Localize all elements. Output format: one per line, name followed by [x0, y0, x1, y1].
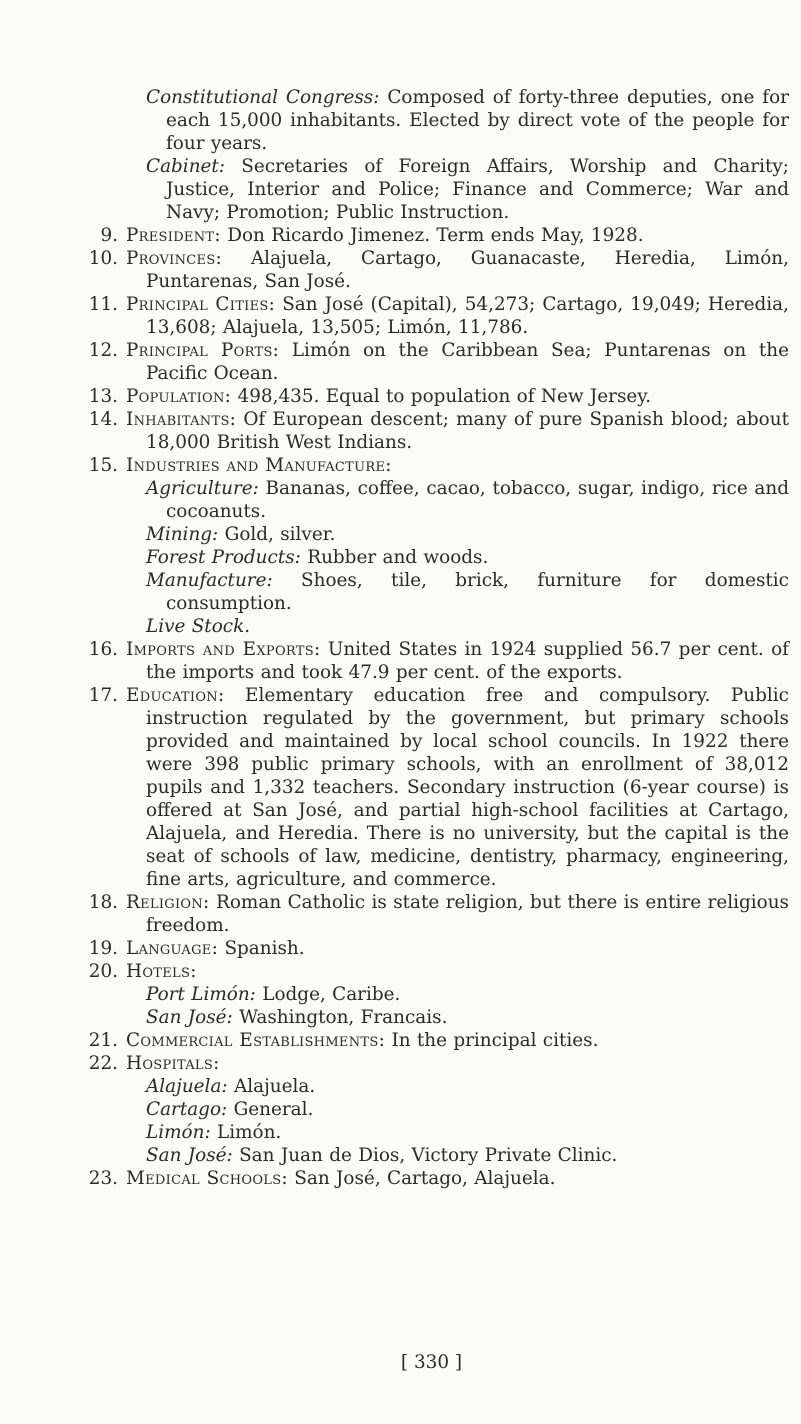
cabinet-label: Cabinet: — [146, 156, 226, 177]
hospital-cartago — [0, 1098, 801, 1121]
sub-label: Port Limón: — [146, 984, 256, 1005]
sub-text: Shoes, tile, brick, furniture for domestic consumption. — [166, 570, 789, 614]
item-principal-ports — [0, 339, 801, 385]
item-president — [0, 224, 801, 247]
item-number: 12. — [88, 340, 118, 361]
item-heading: President: — [126, 225, 221, 246]
item-text: 498,435. Equal to population of New Jersey. — [237, 386, 652, 407]
item-text: Alajuela, Cartago, Guanacaste, Heredia, Limón, Puntarenas, San José. — [146, 248, 789, 292]
item-number: 9. — [100, 225, 118, 246]
item-text: San José (Capital), 54,273; Cartago, 19,049; Heredia, 13,608; Alajuela, 13,505; Limón, 11,786. — [146, 294, 789, 338]
item-language — [0, 937, 801, 960]
item-number: 22. — [88, 1053, 118, 1074]
item-provinces — [0, 247, 801, 293]
sub-label: Manufacture: — [146, 570, 273, 591]
sub-text: Limón. — [217, 1122, 282, 1143]
sub-label: Mining: — [146, 524, 219, 545]
cabinet-paragraph — [0, 155, 801, 224]
item-number: 15. — [88, 455, 118, 476]
item-number: 17. — [88, 685, 118, 706]
item-heading: Commercial Establishments: — [126, 1030, 386, 1051]
sub-label: Alajuela: — [146, 1076, 228, 1097]
item-number: 16. — [88, 639, 118, 660]
sub-text: Rubber and woods. — [307, 547, 489, 568]
sub-text: Alajuela. — [233, 1076, 316, 1097]
cabinet-text: Secretaries of Foreign Affairs, Worship and Charity; Justice, Interior and Police; Finance and Commerce; War and Navy; Promotion; Public Instruction. — [166, 156, 789, 223]
item-heading: Population: — [126, 386, 232, 407]
item-number: 21. — [88, 1030, 118, 1051]
item-medical-schools — [0, 1167, 801, 1190]
item-heading: Provinces: — [126, 248, 223, 269]
hospital-san-jose — [0, 1144, 801, 1167]
sub-text: Lodge, Caribe. — [262, 984, 401, 1005]
sub-text: General. — [233, 1099, 314, 1120]
sub-text: Gold, silver. — [224, 524, 336, 545]
sub-text: San Juan de Dios, Victory Private Clinic. — [239, 1145, 618, 1166]
industry-manufacture — [0, 569, 801, 615]
hotel-port-limon — [0, 983, 801, 1006]
item-population — [0, 385, 801, 408]
item-hospitals — [0, 1052, 801, 1075]
sub-label: Limón: — [146, 1122, 211, 1143]
item-text: Elementary education free and compulsory. Public instruction regulated by the government, but primary schools provided and maintained by local school councils. In 1922 there were 398 public primary schools, with an enrollment of 38,012 pupils and 1,332 teachers. Secondary instruction (6-year course) is offered at San José, and partial high-school facilities at Cartago, Alajuela, and Heredia. There is no university, but the capital is the seat of schools of law, medicine, dentistry, pharmacy, engineering, fine arts, agriculture, and commerce. — [146, 685, 789, 890]
item-number: 14. — [88, 409, 118, 430]
sub-label: Live Stock. — [146, 616, 251, 637]
item-text: Spanish. — [224, 938, 305, 959]
item-heading: Religion: — [126, 892, 210, 913]
congress-paragraph — [0, 86, 801, 155]
item-education — [0, 684, 801, 891]
sub-label: San José: — [146, 1145, 233, 1166]
hospital-limon — [0, 1121, 801, 1144]
industry-agriculture — [0, 477, 801, 523]
item-text: Limón on the Caribbean Sea; Puntarenas on the Pacific Ocean. — [146, 340, 789, 384]
industry-mining — [0, 523, 801, 546]
item-text: United States in 1924 supplied 56.7 per cent. of the imports and took 47.9 per cent. of the exports. — [146, 639, 789, 683]
item-number: 10. — [88, 248, 118, 269]
item-number: 13. — [88, 386, 118, 407]
item-principal-cities — [0, 293, 801, 339]
item-heading: Hotels: — [126, 961, 197, 982]
industry-forest-products — [0, 546, 801, 569]
page-body — [0, 86, 801, 1190]
item-imports-exports — [0, 638, 801, 684]
item-text: Of European descent; many of pure Spanish blood; about 18,000 British West Indians. — [146, 409, 789, 453]
item-inhabitants — [0, 408, 801, 454]
hospital-alajuela — [0, 1075, 801, 1098]
item-text: In the principal cities. — [391, 1030, 599, 1051]
sub-text: Washington, Francais. — [239, 1007, 448, 1028]
item-heading: Principal Ports: — [126, 340, 280, 361]
item-heading: Principal Cities: — [126, 294, 276, 315]
item-number: 18. — [88, 892, 118, 913]
sub-label: Cartago: — [146, 1099, 228, 1120]
item-heading: Hospitals: — [126, 1053, 220, 1074]
item-industries — [0, 454, 801, 477]
item-hotels — [0, 960, 801, 983]
item-number: 11. — [88, 294, 118, 315]
industry-live-stock — [0, 615, 801, 638]
sub-label: Forest Products: — [146, 547, 301, 568]
item-number: 23. — [88, 1168, 118, 1189]
congress-text: Composed of forty-three deputies, one for each 15,000 inhabitants. Elected by direct vote of the people for four years. — [166, 87, 789, 154]
item-heading: Language: — [126, 938, 219, 959]
item-religion — [0, 891, 801, 937]
congress-label: Constitutional Congress: — [146, 87, 380, 108]
item-heading: Inhabitants: — [126, 409, 237, 430]
item-text: Roman Catholic is state religion, but there is entire religious freedom. — [146, 892, 789, 936]
item-heading: Medical Schools: — [126, 1168, 288, 1189]
page-number: [ 330 ] — [400, 1352, 463, 1373]
page-footer — [0, 1352, 801, 1373]
sub-label: San José: — [146, 1007, 233, 1028]
item-heading: Education: — [126, 685, 225, 706]
item-number: 20. — [88, 961, 118, 982]
item-commercial-establishments — [0, 1029, 801, 1052]
item-text: San José, Cartago, Alajuela. — [294, 1168, 556, 1189]
hotel-san-jose — [0, 1006, 801, 1029]
item-text: Don Ricardo Jimenez. Term ends May, 1928. — [227, 225, 644, 246]
sub-label: Agriculture: — [146, 478, 259, 499]
item-heading: Industries and Manufacture: — [126, 455, 392, 476]
item-heading: Imports and Exports: — [126, 639, 321, 660]
sub-text: Bananas, coffee, cacao, tobacco, sugar, indigo, rice and cocoanuts. — [166, 478, 789, 522]
item-number: 19. — [88, 938, 118, 959]
